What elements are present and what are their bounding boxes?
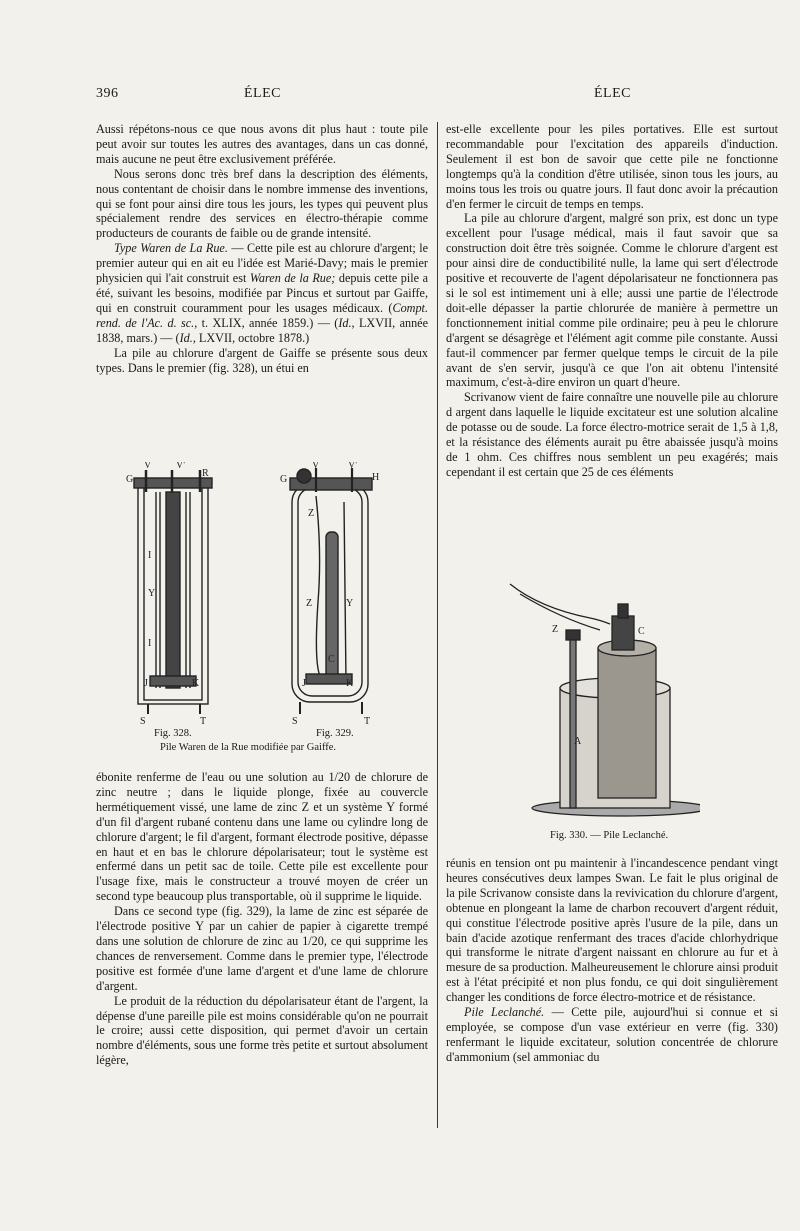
paragraph-waren: [96, 241, 428, 345]
section-title: Pile Leclanché.: [464, 1005, 545, 1020]
caption-fig-329: Fig. 329.: [316, 728, 354, 739]
label-J-329: J: [302, 678, 306, 689]
label-I: I: [148, 550, 152, 561]
label-H: H: [372, 472, 380, 483]
text-run: , LXVII, octobre 1878.): [192, 330, 310, 345]
label-V-329: V: [312, 462, 320, 471]
figure-330: [500, 578, 700, 818]
text-run: — Cette pile est au chlorure d'argent; le premier auteur qui en ait eu l'idée est Marié-Davy; mais le premier physicien qui l'ait construit est: [96, 241, 428, 286]
paragraph: ébonite renferme de l'eau ou une solution au 1/20 de chlorure de zinc neutre ; dans le liquide plonge, fixée au couvercle hermétiquement vissé, une lame de zinc Z et un système Y formé d'un fil d'argent rubané contenu dans une lame ou cylindre long de chlorure d'argent; le fil d'argent, formant électrode positive, dépasse en haut et en bas le chlorure dépolarisateur; tout le système est enfermé dans un petit sac de toile. Cette pile est excellente pour l'usage fixe, mais le constructeur a trouvé moyen de créer un second type beaucoup plus transportable, où il supprime le liquide.: [96, 770, 428, 904]
left-column-top: [96, 122, 428, 375]
citation: Id.: [179, 330, 193, 345]
label-K-329: K: [346, 678, 354, 689]
label-Z-upper: Z: [308, 508, 315, 519]
text-run: — Cette pile, aujourd'hui si connue et si employée, se compose d'un vase extérieur en verre (fig. 330) renfermant le liquide excitateur, solution concentrée de chlorure d'ammonium (sel ammoniac du: [446, 1005, 778, 1064]
paragraph: Le produit de la réduction du dépolarisateur étant de l'argent, la dépense d'une pareille pile est moins considérable qu'on ne pourrait le croire; aussi cette disposition, qui permet d'avoir un certain nombre d'éléments, sous une forme très petite et surtout absolument légère,: [96, 993, 428, 1068]
leclanche-cell-illustration: [500, 578, 700, 818]
battery-cells-illustration: [120, 462, 410, 752]
label-Z: Z: [306, 598, 313, 609]
label-S: S: [140, 716, 146, 727]
right-column-top: [446, 122, 778, 480]
column-rule: [437, 122, 438, 1128]
label-K: K: [192, 678, 200, 689]
label-V-prime: V': [176, 462, 186, 471]
paragraph: Nous serons donc très bref dans la description des éléments, nous contentant de choisir dans le nombre immense des inventions, qui se font pour ainsi dire tous les jours, les types qui peuvent plus spécialement rendre des services en électro-thérapie comme producteurs de courants de faible ou de grande intensité.: [96, 166, 428, 241]
paragraph: La pile au chlorure d'argent de Gaiffe se présente sous deux types. Dans le premier (fig. 328), un étui en: [96, 345, 428, 375]
paragraph-leclanche: [446, 1005, 778, 1065]
text-run: , t. XLIX, année 1859.) — (: [194, 315, 339, 330]
caption-fig-328-329: Pile Waren de la Rue modifiée par Gaiffe.: [160, 742, 337, 753]
paragraph: La pile au chlorure d'argent, malgré son prix, est donc un type excellent pour l'usage médical, mais il faut savoir que sa construction doit être très soignée. Comme le chlorure d'argent est pour ainsi dire de conductibilité nulle, la lame qui sert d'électrode positive et recouverte de l'agent dépolarisateur ne fonctionnera pas si le sol est intimement uni à elle; aussi une partie de l'électrode doit-elle dépasser la partie chlorurée de manière à permettre un fonctionnement initial comme pile ordinaire; peu à peu le chlorure d'argent se désagrège et l'élément agit comme pile constante. Aussi faut-il commencer par fermer quelque temps le circuit de la pile avant de s'en servir, jusqu'à ce que l'on ait obtenu l'intensité maximum, c'est-à-dire environ un quart d'heure.: [446, 211, 778, 390]
label-J: J: [144, 678, 148, 689]
figure-328-329: [120, 462, 410, 752]
text-run: Waren de la Rue;: [249, 271, 336, 286]
label-A-330: A: [574, 736, 582, 747]
caption-fig-328: Fig. 328.: [154, 728, 192, 739]
right-column-bottom: [446, 856, 778, 1065]
paragraph: Aussi répétons-nous ce que nous avons dit plus haut : toute pile peut avoir sur toutes les autres des avantages, dans un cas donné, mais aucune ne peut être exclusivement préférée.: [96, 122, 428, 166]
label-C: C: [328, 654, 335, 665]
porous-pot: [598, 648, 656, 798]
label-G-329: G: [280, 474, 288, 485]
label-V-prime-329: V': [348, 462, 358, 471]
label-T-329: T: [364, 716, 371, 727]
label-Z-330: Z: [552, 624, 559, 635]
citation: Id.: [338, 315, 352, 330]
page-header: [96, 86, 776, 106]
paragraph: est-elle excellente pour les piles portatives. Elle est surtout recommandable pour l'excitation des appareils d'induction. Seulement il est bon de savoir que cette pile ne fonctionne longtemps qu'à la condition d'être utilisée, sinon tous les jours, au moins tous les trois ou quatre jours. Il faut donc avoir la précaution d'en fermer le circuit de temps en temps.: [446, 122, 778, 211]
text-run: , LXVII, année 1838, mars.) — (: [96, 315, 428, 345]
label-V: V: [144, 462, 152, 471]
label-I-lower: I: [148, 638, 152, 649]
text-run: depuis cette pile a été, suivant les besoins, modifiée par Pincus et surtout par Gaiffe, qui en construit couramment pour les usages médicaux. (: [96, 271, 428, 315]
section-title: Type Waren de La Rue.: [114, 241, 228, 256]
left-column-bottom: [96, 770, 428, 1068]
running-head-left: ÉLEC: [244, 86, 281, 101]
label-Y: Y: [148, 588, 156, 599]
label-G: G: [126, 474, 134, 485]
page-number: 396: [96, 86, 119, 101]
label-S-329: S: [292, 716, 298, 727]
citation: Compt. rend. de l'Ac. d. sc.: [96, 300, 428, 330]
caption-fig-330: Fig. 330. — Pile Leclanché.: [550, 830, 669, 841]
paragraph: Scrivanow vient de faire connaître une nouvelle pile au chlorure d argent dans laquelle le liquide excitateur est une solution alcaline de potasse ou de soude. La force électro-motrice serait de 1,5 à 1,8, et la résistance des éléments aurait pu être abaissée jusqu'à moins de 1 ohm. Ces chiffres nous semblent un peu exagérés; mais cependant il est certain que 25 de ces éléments: [446, 390, 778, 479]
label-T: T: [200, 716, 207, 727]
running-head-right: ÉLEC: [594, 86, 631, 101]
label-Y-329: Y: [346, 598, 354, 609]
label-R: R: [202, 468, 209, 479]
paragraph: Dans ce second type (fig. 329), la lame de zinc est séparée de l'électrode positive Y par un cahier de papier à cigarette trempé dans une solution de chlorure de zinc au 1/20, ce qui supprime les chances de renversement. Comme dans le premier type, l'électrode positive est formée d'une lame d'argent et d'une lame de chlorure d'argent.: [96, 904, 428, 993]
label-C-330: C: [638, 626, 645, 637]
paragraph: réunis en tension ont pu maintenir à l'incandescence pendant vingt heures consécutives deux lampes Swan. Le fait le plus original de la pile Scrivanow consiste dans la revivication du chlorure d'argent, obtenue en plongeant la lame de charbon recouvert d'argent réduit, qui constitue l'électrode positive après l'usure de la pile, dans un bain d'acide azotique renfermant des traces d'acide chlorhydrique qui transforme le nitrate d'argent naissant en chlorure au fur et à mesure de sa production. Malheureusement le chlorure ainsi produit est à l'état précipité et non plus fondu, ce qui doit singulièrement changer les conditions de force électro-motrice et de résistance.: [446, 856, 779, 1005]
